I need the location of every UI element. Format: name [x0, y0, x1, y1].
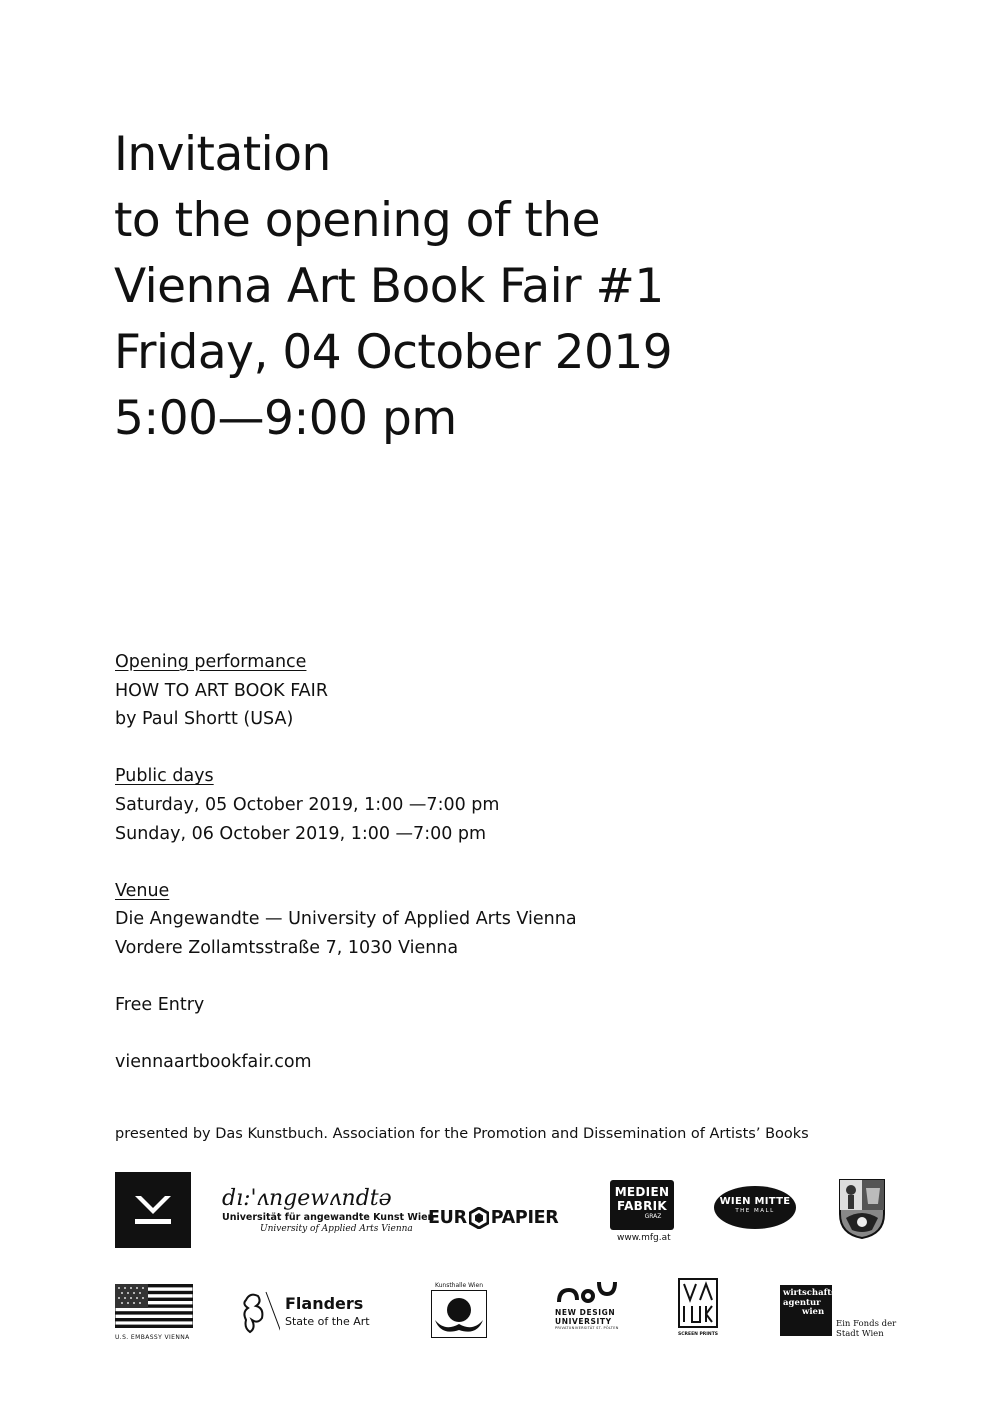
mf-line3: GRAZ — [644, 1213, 662, 1220]
venue-address: Vordere Zollamtsstraße 7, 1030 Vienna — [115, 937, 459, 958]
opening-section — [115, 648, 577, 734]
wa-line1: wirtschafts — [783, 1288, 836, 1298]
event-info — [115, 648, 577, 1106]
wa-side-line2: Stadt Wien — [836, 1329, 884, 1339]
ndu-mark-icon — [555, 1278, 617, 1304]
headline-time: 5:00—9:00 pm — [114, 391, 457, 446]
venue-section — [115, 877, 577, 963]
kunsthalle-logo — [431, 1282, 487, 1338]
ndu-line2: UNIVERSITY — [555, 1317, 612, 1326]
screenprints-mark-icon — [678, 1278, 718, 1328]
public-day-1: Saturday, 05 October 2019, 1:00 —7:00 pm — [115, 794, 500, 815]
medienfabrik-logo — [610, 1180, 674, 1230]
ndu-line3: PRIVATUNIVERSITÄT ST. PÖLTEN — [555, 1326, 619, 1330]
wa-line3: wien — [802, 1307, 825, 1317]
europapier-logo — [428, 1205, 558, 1231]
us-flag-icon — [115, 1284, 193, 1328]
angewandte-logo — [222, 1186, 435, 1246]
hexagon-icon — [469, 1207, 489, 1229]
headline-line: Vienna Art Book Fair #1 — [114, 259, 664, 314]
opening-heading: Opening performance — [115, 652, 307, 672]
wa-fonds-text — [836, 1319, 896, 1339]
performance-artist: by Paul Shortt (USA) — [115, 709, 294, 730]
website-link[interactable]: viennaartbookfair.com — [115, 1052, 312, 1073]
wm-line1: WIEN MITTE — [719, 1196, 791, 1207]
wa-line2: agentur — [783, 1297, 821, 1308]
kunstbuch-logo — [115, 1172, 191, 1248]
screenprints-logo — [678, 1278, 718, 1338]
mf-url: www.mfg.at — [617, 1233, 671, 1243]
ndu-logo — [555, 1278, 617, 1338]
ndu-line1: NEW DESIGN — [555, 1308, 616, 1317]
angewandte-line-en: University of Applied Arts Vienna — [260, 1224, 413, 1234]
performance-title: HOW TO ART BOOK FAIR — [115, 680, 328, 701]
flanders-logo — [240, 1290, 380, 1342]
mf-line1: MEDIEN — [614, 1185, 670, 1199]
angewandte-wordmark: dı:'ʌngewʌndtə — [222, 1186, 392, 1211]
presented-by: presented by Das Kunstbuch. Association for the Promotion and Dissemination of Artists’ Books — [115, 1126, 809, 1142]
coat-of-arms-logo — [838, 1178, 886, 1240]
public-days-heading: Public days — [115, 766, 214, 787]
europapier-right: PAPIER — [490, 1208, 559, 1228]
wienmitte-logo — [714, 1186, 796, 1229]
public-days-section — [115, 762, 577, 848]
us-embassy-logo — [115, 1284, 193, 1341]
headline-line: Invitation — [114, 127, 331, 182]
headline-line: to the opening of the — [114, 193, 600, 248]
kunsthalle-caption: Kunsthalle Wien — [434, 1282, 484, 1289]
invitation-headline — [114, 122, 672, 452]
flanders-tagline: State of the Art — [285, 1315, 370, 1328]
wm-line2: THE MALL — [735, 1208, 775, 1214]
kunsthalle-emblem-icon — [431, 1290, 487, 1338]
us-embassy-caption: U.S. EMBASSY VIENNA — [115, 1334, 190, 1341]
europapier-left: EUR — [428, 1208, 467, 1228]
angewandte-line-de: Universität für angewandte Kunst Wien — [222, 1212, 435, 1223]
lion-icon — [240, 1290, 280, 1342]
venue-name: Die Angewandte — University of Applied Arts Vienna — [115, 909, 577, 930]
venue-heading: Venue — [115, 880, 170, 901]
k-mark-icon — [115, 1172, 191, 1248]
public-day-2: Sunday, 06 October 2019, 1:00 —7:00 pm — [115, 823, 487, 844]
free-entry: Free Entry — [115, 995, 205, 1016]
mf-line2: FABRIK — [616, 1199, 668, 1213]
screenprints-caption: SCREEN PRINTS — [678, 1332, 719, 1337]
coat-of-arms-icon — [838, 1178, 886, 1240]
flanders-name: Flanders — [285, 1294, 364, 1313]
wa-side-line1: Ein Fonds der — [836, 1319, 897, 1329]
headline-date: Friday, 04 October 2019 — [114, 325, 673, 380]
wirtschaftsagentur-logo — [780, 1285, 836, 1336]
